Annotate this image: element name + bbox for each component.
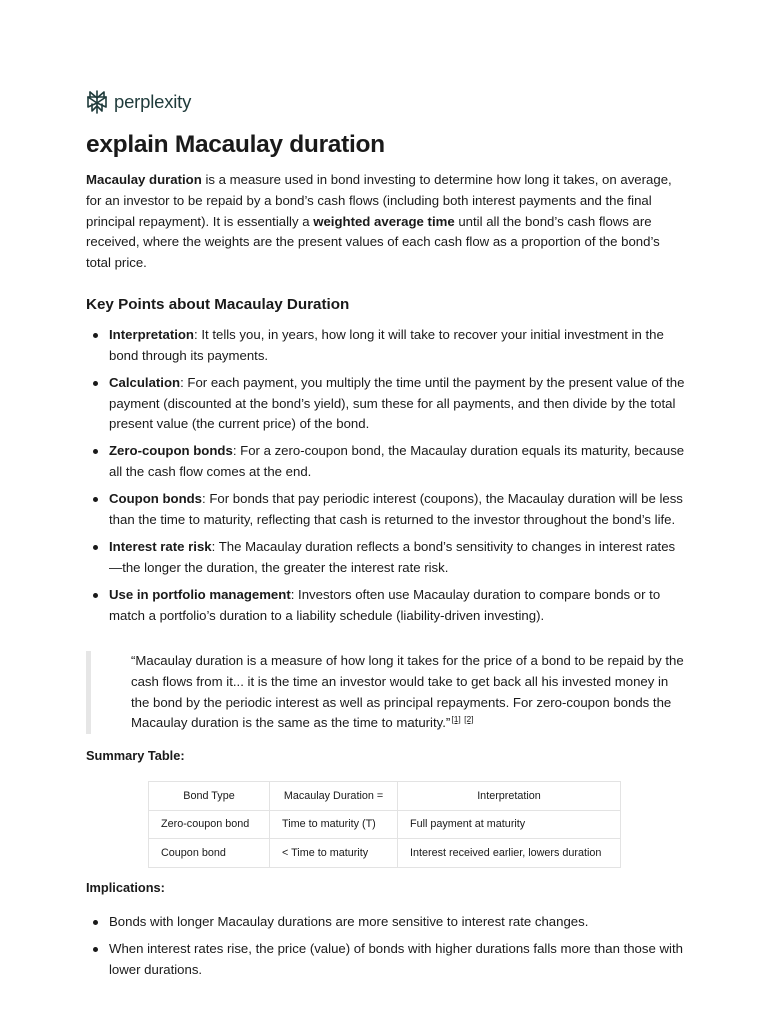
list-item — [86, 489, 686, 531]
intro-term: Macaulay duration — [86, 172, 202, 187]
list-item-text: : For each payment, you multiply the time until the payment by the present value of the payment (discounted at the bond’s yield), sum these for all payments, and then divide by the total present value (the current price) of the bond. — [109, 374, 685, 432]
table-cell: Time to maturity (T) — [270, 810, 398, 839]
citation-link-1[interactable]: [1] — [451, 714, 461, 724]
list-item-term: Interpretation — [109, 327, 194, 342]
table-header-row — [149, 782, 621, 811]
list-item-term: Zero-coupon bonds — [109, 443, 233, 459]
column-header-macaulay-duration: Macaulay Duration = — [270, 782, 398, 811]
intro-text-1: is a measure used in bond investing to determine how long it takes, on average, for an investor to be repaid by a bond’s cash flows (including both interest payments and the final principal repayment). It is essentially a — [86, 172, 672, 229]
brand-logo — [86, 89, 191, 115]
list-item-text: : Investors often use Macaulay duration to compare bonds or to match a portfolio’s duration to a liability schedule (liability-driven investing). — [109, 586, 661, 623]
list-item — [86, 325, 686, 367]
list-item: Bonds with longer Macaulay durations are more sensitive to interest rate changes. — [86, 912, 686, 933]
list-item-term: Coupon bonds — [109, 491, 203, 507]
list-item-term: Use in portfolio management — [109, 586, 291, 602]
table-row — [149, 839, 621, 868]
citation-group — [450, 714, 473, 724]
intro-bold-phrase: weighted average time — [313, 213, 455, 229]
intro-text-2: until all the bond’s cash flows are received, where the weights are the present values of each cash flow as a proportion of the bond’s total price. — [86, 213, 660, 271]
intro-paragraph — [86, 170, 686, 274]
page-title: explain Macaulay duration — [86, 131, 385, 158]
citation-link-2[interactable]: [2] — [464, 714, 474, 724]
list-item — [86, 585, 686, 627]
quote-text: “Macaulay duration is a measure of how long it takes for the price of a bond to be repaid by the cash flows from it... it is the time an investor would take to get back all his invested money in the bond by the periodic interest as well as principal repayments. For zero-coupon bonds the Macaulay duration is the same as the time to maturity.” — [131, 653, 684, 731]
table-cell: Coupon bond — [149, 839, 270, 868]
list-item — [86, 537, 686, 579]
list-item-term: Calculation — [109, 374, 181, 390]
implications-heading: Implications: — [86, 880, 165, 895]
key-points-list — [86, 325, 686, 632]
list-item-text: : For a zero-coupon bond, the Macaulay duration equals its maturity, because all the cash flow comes at the end. — [109, 443, 685, 480]
brand-name: perplexity — [114, 91, 192, 112]
list-item — [86, 373, 686, 435]
list-item-text: : For bonds that pay periodic interest (coupons), the Macaulay duration will be less than the time to maturity, reflecting that cash is returned to the investor throughout the bond’s life. — [109, 491, 683, 527]
implications-list — [86, 912, 686, 987]
list-item-text: : It tells you, in years, how long it will take to recover your initial investment in the bond through its payments. — [109, 327, 664, 363]
table-row — [149, 810, 621, 839]
summary-table — [148, 781, 621, 868]
list-item-term: Interest rate risk — [109, 538, 212, 554]
table-cell: < Time to maturity — [270, 839, 398, 868]
perplexity-logo-icon — [86, 90, 108, 114]
list-item — [86, 441, 686, 483]
column-header-interpretation: Interpretation — [398, 782, 621, 811]
key-points-heading: Key Points about Macaulay Duration — [86, 296, 350, 313]
list-item-text: : The Macaulay duration reflects a bond’s sensitivity to changes in interest rates—the longer the duration, the greater the interest rate risk. — [109, 538, 676, 575]
column-header-bond-type: Bond Type — [149, 782, 270, 811]
table-cell: Zero-coupon bond — [149, 810, 270, 839]
summary-table-heading: Summary Table: — [86, 748, 185, 763]
blockquote — [86, 651, 686, 734]
table-cell: Interest received earlier, lowers duration — [398, 839, 621, 868]
list-item: When interest rates rise, the price (value) of bonds with higher durations falls more than those with lower durations. — [86, 939, 686, 981]
table-cell: Full payment at maturity — [398, 810, 621, 839]
